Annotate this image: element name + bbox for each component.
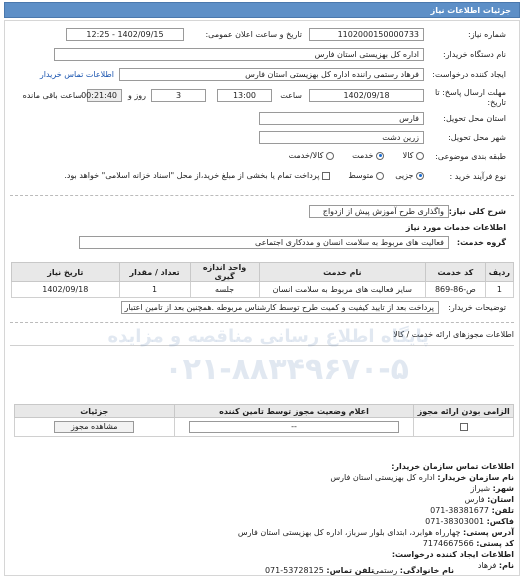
announce-field[interactable]: 1402/09/15 - 12:25 bbox=[66, 28, 184, 41]
permit-status-select[interactable]: -- bbox=[189, 421, 399, 433]
radio-icon bbox=[376, 172, 384, 180]
deadline-time-field[interactable]: 13:00 bbox=[217, 89, 272, 102]
contact-title: اطلاعات تماس سازمان خریدار: bbox=[391, 462, 514, 471]
contact-province-line: استان: فارس bbox=[464, 495, 514, 504]
watermark-text: پایگاه اطلاع رسانی مناقصه و مزایده bbox=[107, 326, 429, 347]
days-label: روز و bbox=[128, 91, 146, 100]
cell-row: 1 bbox=[485, 282, 513, 298]
col-name: نام خدمت bbox=[259, 263, 426, 282]
radio-icon bbox=[416, 152, 424, 160]
divider bbox=[10, 345, 514, 346]
creator-tel-line: تلفن تماس: 53728125-071 bbox=[264, 566, 374, 575]
creator-family-line: نام خانوادگی: رستمی bbox=[372, 566, 454, 575]
permits-table bbox=[14, 404, 514, 437]
cell-name: سایر فعالیت های مربوط به سلامت انسان bbox=[259, 282, 426, 298]
process-option-medium[interactable]: متوسط bbox=[348, 171, 384, 180]
divider bbox=[10, 195, 514, 196]
radio-icon bbox=[326, 152, 334, 160]
category-option-goods[interactable]: کالا bbox=[403, 151, 424, 160]
contact-postal-line: کد پستی: 7174667566 bbox=[422, 539, 514, 548]
category-option-goods-service[interactable]: کالا/خدمت bbox=[289, 151, 334, 160]
page-header bbox=[4, 2, 520, 18]
service-group-field[interactable]: فعالیت های مربوط به سلامت انسان و مددکاری اجتماعی bbox=[79, 236, 449, 249]
contact-city-line: شهر: شیراز bbox=[470, 484, 514, 493]
remaining-time-field: 00:21:40 bbox=[87, 89, 122, 102]
deadline-label-date: تاریخ: bbox=[487, 98, 506, 107]
table-row bbox=[15, 418, 514, 437]
col-details: جزئیات bbox=[15, 405, 175, 418]
contact-org-line: نام سازمان خریدار: اداره کل بهزیستی استان فارس bbox=[330, 473, 514, 482]
col-code: کد خدمت bbox=[426, 263, 486, 282]
need-number-label: شماره نیاز: bbox=[468, 30, 506, 39]
buyer-notes-field: پرداخت بعد از تایید کیفیت و کمیت طرح توسط کارشناس مربوطه .همچنین بعد از تامین اعتبار bbox=[121, 301, 439, 314]
province-label: استان محل تحویل: bbox=[443, 114, 506, 123]
days-field[interactable]: 3 bbox=[151, 89, 206, 102]
col-need-date: تاریخ نیاز bbox=[12, 263, 120, 282]
view-permit-button[interactable]: مشاهده مجوز bbox=[54, 421, 134, 433]
cell-required bbox=[414, 418, 514, 437]
treasury-checkbox-row[interactable]: پرداخت تمام یا بخشی از مبلغ خرید،از محل "اسناد خزانه اسلامی" خواهد بود. bbox=[64, 171, 330, 180]
summary-field[interactable]: واگذاری طرح آموزش پیش از ازدواج bbox=[309, 205, 449, 218]
col-unit: واحد اندازه گیری bbox=[190, 263, 259, 282]
service-group-label: گروه خدمت: bbox=[456, 238, 506, 247]
contact-phone-line: تلفن: 38381677-071 bbox=[430, 506, 514, 515]
creator-field[interactable]: فرهاد رستمی راننده اداره کل بهزیستی استان فارس bbox=[119, 68, 424, 81]
need-number-field[interactable]: 1102000150000733 bbox=[309, 28, 424, 41]
deadline-time-label: ساعت bbox=[280, 91, 302, 100]
divider bbox=[10, 322, 514, 323]
permits-section-title: اطلاعات مجوزهای ارائه خدمت / کالا bbox=[393, 330, 514, 339]
cell-status bbox=[174, 418, 414, 437]
buyer-label: نام دستگاه خریدار: bbox=[443, 50, 506, 59]
category-option-service[interactable]: خدمت bbox=[352, 151, 384, 160]
creator-label: ایجاد کننده درخواست: bbox=[432, 70, 506, 79]
province-field[interactable]: فارس bbox=[259, 112, 424, 125]
contact-address-line: آدرس پستی: چهارراه هوابرد، ابتدای بلوار سرباز، اداره کل بهزیستی استان فارس bbox=[237, 528, 514, 537]
col-required: الزامی بودن ارائه مجوز bbox=[414, 405, 514, 418]
watermark-phone: ۰۲۱-۸۸۳۴۹۶۷۰-۵ bbox=[164, 352, 409, 387]
process-label: نوع فرآیند خرید : bbox=[449, 172, 506, 181]
announce-label: تاریخ و ساعت اعلان عمومی: bbox=[205, 30, 302, 39]
cell-unit: جلسه bbox=[190, 282, 259, 298]
contact-fax-line: فاکس: 38303001-071 bbox=[425, 517, 514, 526]
buyer-notes-label: توضیحات خریدار: bbox=[448, 303, 506, 312]
cell-details bbox=[15, 418, 175, 437]
creator-name-line: نام: فرهاد bbox=[477, 561, 514, 570]
deadline-date-field[interactable]: 1402/09/18 bbox=[309, 89, 424, 102]
services-table-header bbox=[12, 263, 514, 282]
buyer-contact-link[interactable]: اطلاعات تماس خریدار bbox=[39, 70, 114, 79]
cell-quantity: 1 bbox=[119, 282, 190, 298]
buyer-field[interactable]: اداره کل بهزیستی استان فارس bbox=[54, 48, 424, 61]
process-option-minor[interactable]: جزیی bbox=[395, 171, 424, 180]
checkbox-icon[interactable] bbox=[460, 423, 468, 431]
col-status: اعلام وضعیت مجوز توسط تامین کننده bbox=[174, 405, 414, 418]
page-title: جزئیات اطلاعات نیاز bbox=[430, 6, 511, 15]
col-row: ردیف bbox=[485, 263, 513, 282]
services-table bbox=[11, 262, 514, 298]
radio-selected-icon bbox=[376, 152, 384, 160]
table-row bbox=[12, 282, 514, 298]
checkbox-icon bbox=[322, 172, 330, 180]
radio-selected-icon bbox=[416, 172, 424, 180]
cell-code: ص-86-869 bbox=[426, 282, 486, 298]
summary-label: شرح کلی نیاز: bbox=[448, 207, 506, 216]
creator-info-title: اطلاعات ایجاد کننده درخواست: bbox=[391, 550, 514, 559]
col-quantity: تعداد / مقدار bbox=[119, 263, 190, 282]
deadline-label: مهلت ارسال پاسخ: تا bbox=[434, 88, 506, 97]
category-label: طبقه بندی موضوعی: bbox=[435, 152, 506, 161]
services-section-title: اطلاعات خدمات مورد نیاز bbox=[405, 223, 506, 232]
permits-table-header bbox=[15, 405, 514, 418]
remaining-label: ساعت باقی مانده bbox=[22, 91, 82, 100]
city-label: شهر محل تحویل: bbox=[448, 133, 506, 142]
details-frame bbox=[4, 20, 520, 576]
cell-need-date: 1402/09/18 bbox=[12, 282, 120, 298]
city-field[interactable]: زرین دشت bbox=[259, 131, 424, 144]
